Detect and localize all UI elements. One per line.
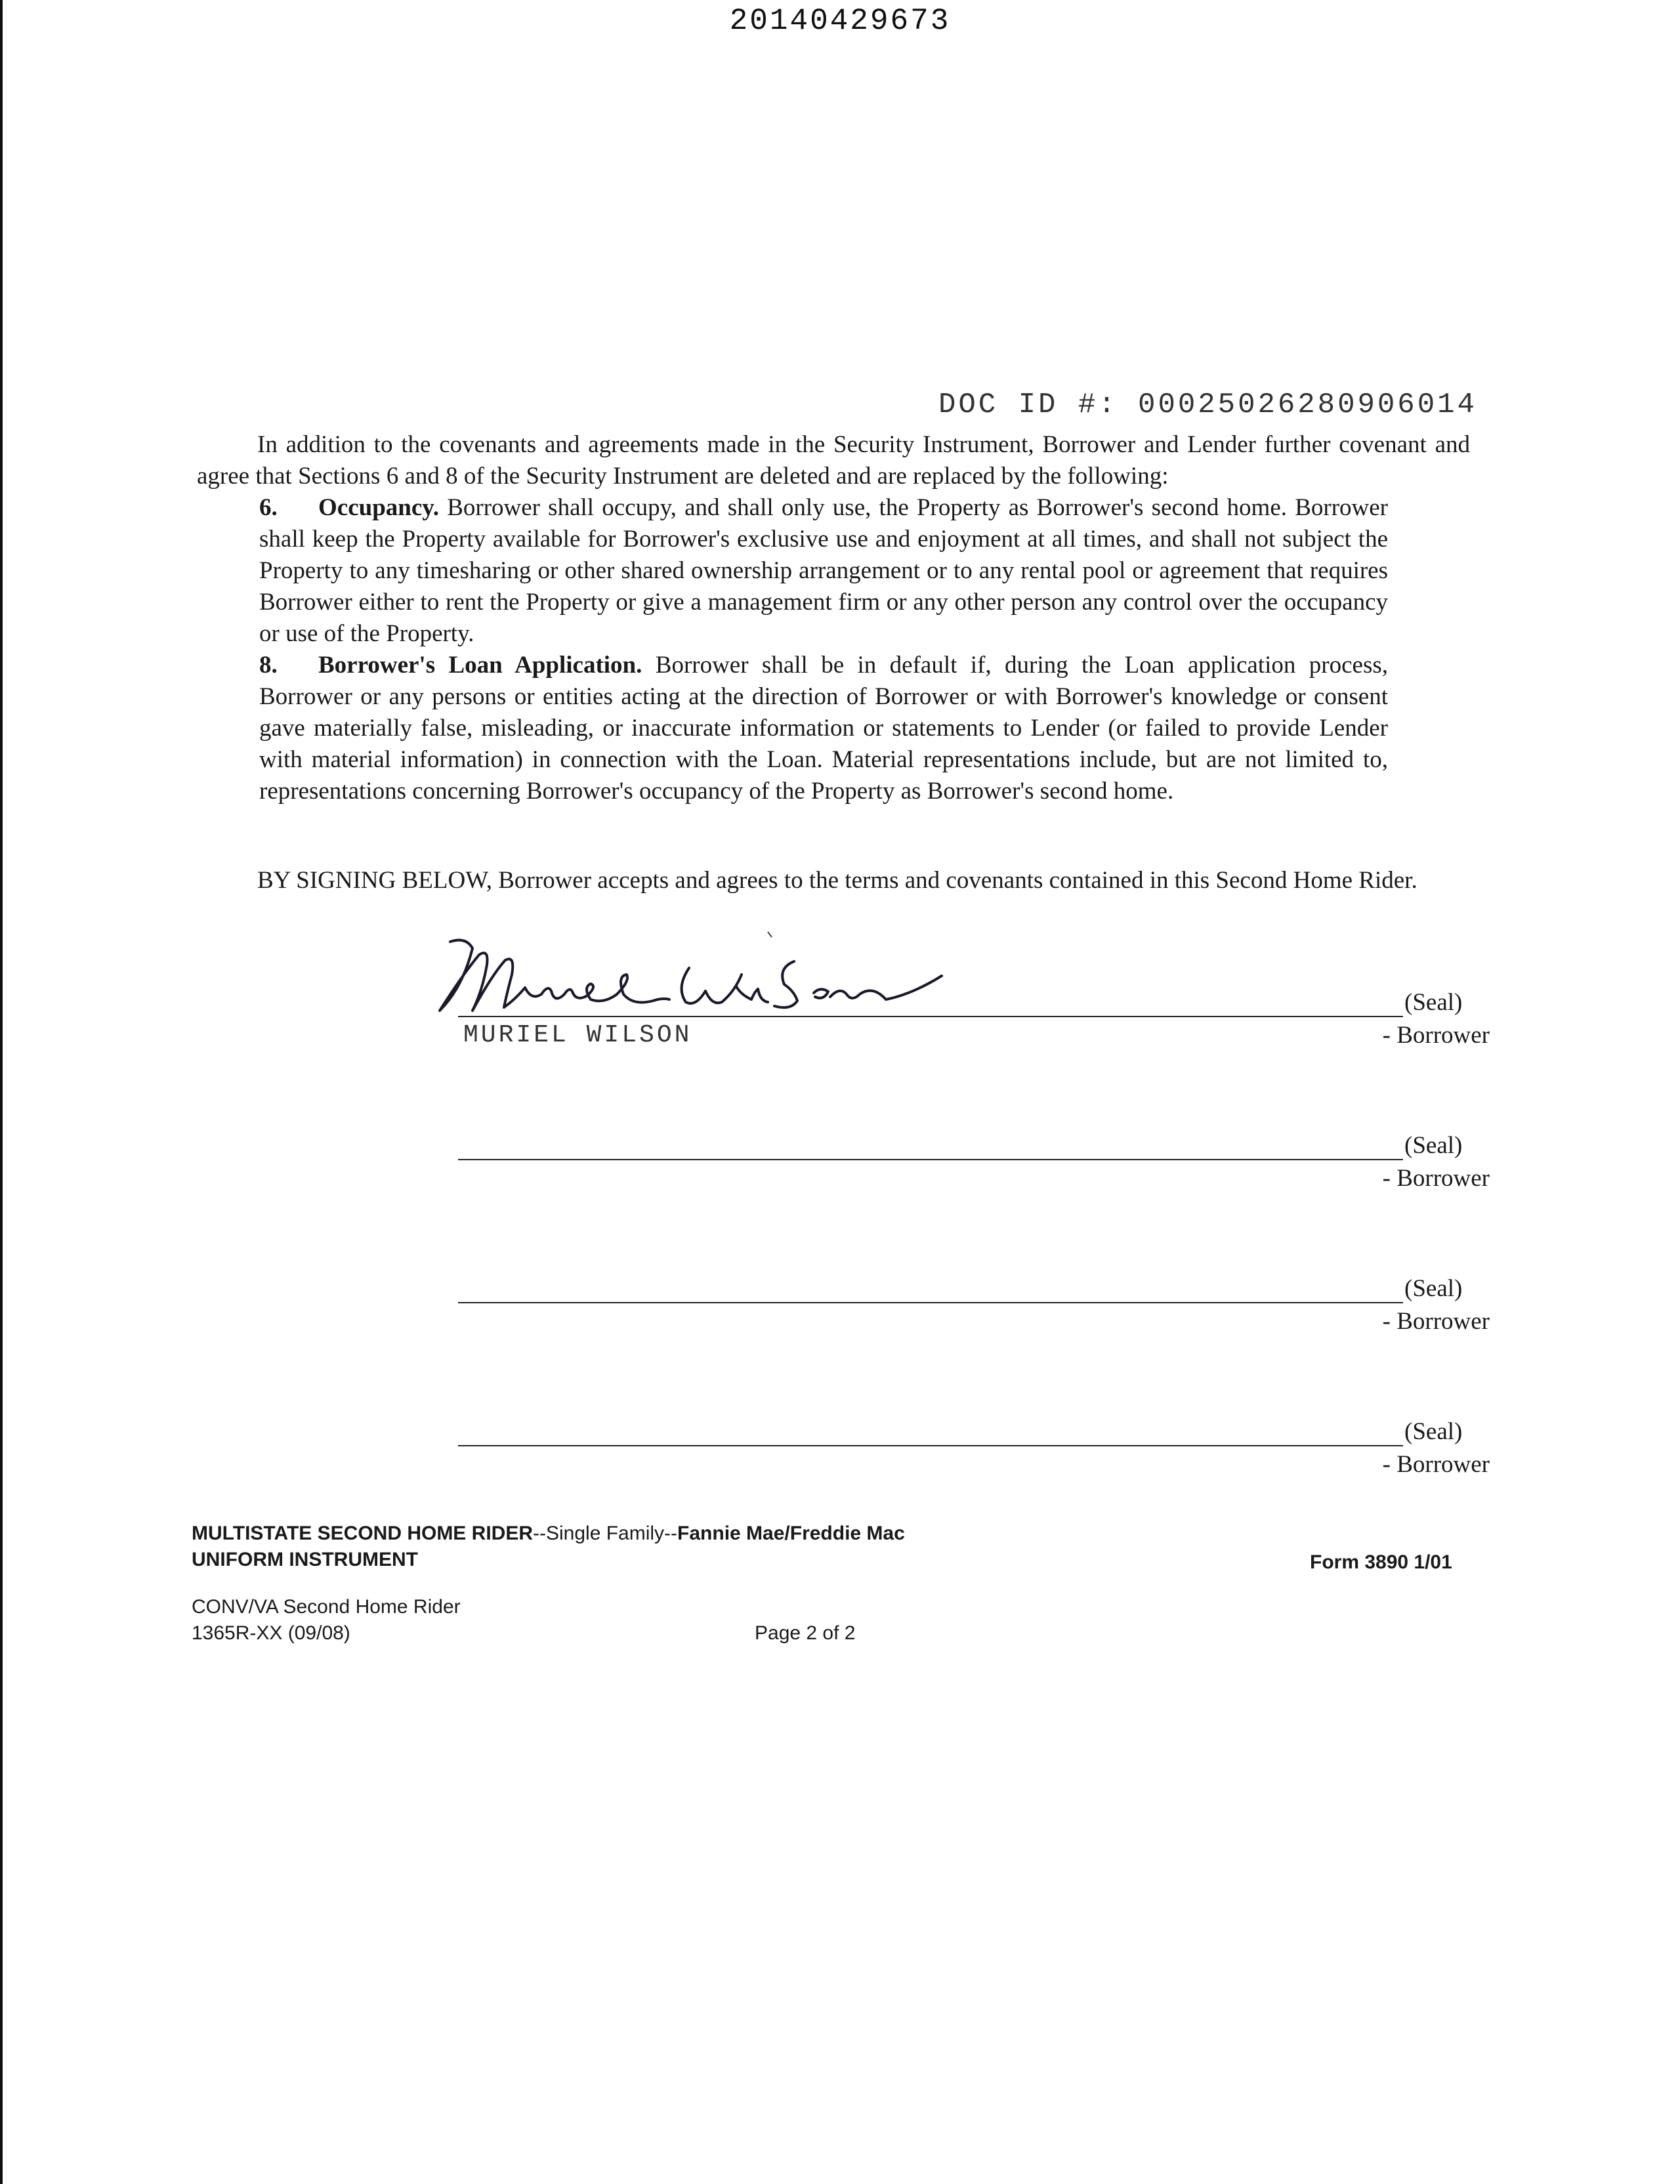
- uniform-instrument: UNIFORM INSTRUMENT: [192, 1549, 418, 1570]
- section-title: Occupancy.: [318, 494, 439, 521]
- recording-number: 20140429673: [729, 4, 951, 38]
- form-title: [192, 1522, 905, 1545]
- signature-line: [458, 1159, 1403, 1160]
- section-occupancy: [259, 492, 1388, 650]
- seal-label: (Seal): [1404, 989, 1463, 1016]
- form-title-bold: MULTISTATE SECOND HOME RIDER: [192, 1522, 533, 1544]
- form-title-mid: --Single Family--: [533, 1522, 678, 1544]
- seal-label: (Seal): [1404, 1132, 1463, 1159]
- seal-label: (Seal): [1404, 1275, 1463, 1302]
- rider-code: 1365R-XX (09/08): [192, 1622, 350, 1644]
- seal-label: (Seal): [1404, 1418, 1463, 1445]
- signature-line: [458, 1445, 1403, 1446]
- borrower-label: - Borrower: [1382, 1022, 1490, 1049]
- signature-line: [458, 1302, 1403, 1303]
- printed-name: MURIEL WILSON: [463, 1021, 692, 1049]
- section-text: Borrower shall be in default if, during the Loan application process, Borrower or any persons or entities acting at the direction of Borrower or with Borrower's knowledge or consent gave materially false, misleading, or inaccurate information or statements to Lender (or failed to provide Lender with material information) in connection with the Loan. Material representations include, but are not limited to, representations concerning Borrower's occupancy of the Property as Borrower's second home.: [259, 652, 1388, 805]
- borrower-label: - Borrower: [1382, 1165, 1490, 1192]
- section-text: Borrower shall occupy, and shall only use, the Property as Borrower's second home. Borrower shall keep the Property available for Borrower's exclusive use and enjoyment at all times, and shall not subject the Property to any timesharing or other shared ownership arrangement or to any rental pool or agreement that requires Borrower either to rent the Property or give a management firm or any other person any control over the occupancy or use of the Property.: [259, 494, 1388, 647]
- rider-type: CONV/VA Second Home Rider: [192, 1596, 461, 1618]
- form-title-end: Fannie Mae/Freddie Mac: [677, 1522, 905, 1544]
- section-loan-application: [259, 650, 1388, 807]
- borrower-label: - Borrower: [1382, 1451, 1490, 1478]
- signature-line: [458, 1016, 1403, 1017]
- page-number: Page 2 of 2: [755, 1622, 856, 1644]
- section-title: Borrower's Loan Application.: [318, 652, 642, 679]
- scan-edge: [0, 0, 3, 2184]
- signing-statement: BY SIGNING BELOW, Borrower accepts and agrees to the terms and covenants contained in this Second Home Rider.: [257, 867, 1418, 894]
- borrower-label: - Borrower: [1382, 1308, 1490, 1335]
- section-number: 8.: [259, 652, 278, 679]
- section-number: 6.: [259, 494, 278, 521]
- intro-paragraph: In addition to the covenants and agreements made in the Security Instrument, Borrower and Lender further covenant and agree that Sections 6 and 8 of the Security Instrument are deleted and are replaced by the following:: [197, 431, 1470, 490]
- form-number: Form 3890 1/01: [1310, 1551, 1452, 1573]
- doc-id: DOC ID #: 00025026280906014: [938, 388, 1477, 421]
